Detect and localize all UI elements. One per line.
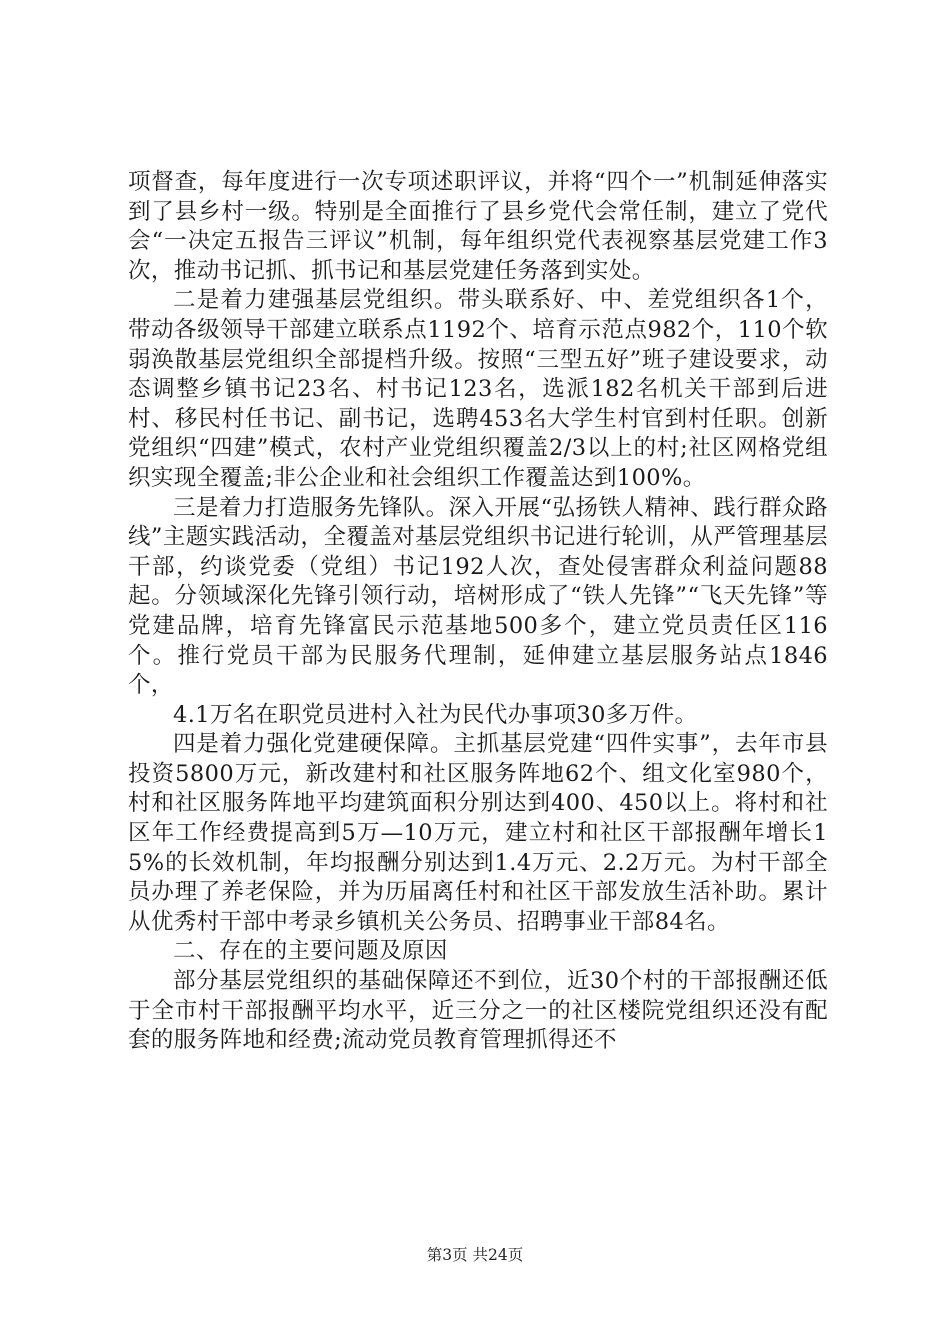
- paragraph-3: 三是着力打造服务先锋队。深入开展“弘扬铁人精神、践行群众路线”主题实践活动，全覆盖对基层党组织书记进行轮训，从严管理基层干部，约谈党委（党组）书记192人次，查处侵害群众利益问题88起。分领域深化先锋引领行动，培树形成了“铁人先锋”“飞天先锋”等党建品牌，培育先锋富民示范基地500多个，建立党员责任区116个。推行党员干部为民服务代理制，延伸建立基层服务站点1846个，: [128, 494, 828, 699]
- paragraph-4: 4.1万名在职党员进村入社为民代办事项30多万件。: [173, 701, 698, 728]
- page-number-footer: 第3页 共24页: [426, 1246, 524, 1264]
- section-heading: 二、存在的主要问题及原因: [173, 938, 448, 965]
- paragraph-6: 部分基层党组织的基础保障还不到位，近30个村的干部报酬还低于全市村干部报酬平均水平，近三分之一的社区楼院党组织还没有配套的服务阵地和经费;流动党员教育管理抓得还不: [128, 968, 828, 1054]
- paragraph-1: 项督查，每年度进行一次专项述职评议，并将“四个一”机制延伸落实到了县乡村一级。特别是全面推行了县乡党代会常任制，建立了党代会“一决定五报告三评议”机制，每年组织党代表视察基层党建工作3次，推动书记抓、抓书记和基层党建任务落到实处。: [128, 169, 828, 284]
- paragraph-2: 二是着力建强基层党组织。带头联系好、中、差党组织各1个，带动各级领导干部建立联系点1192个、培育示范点982个，110个软弱涣散基层党组织全部提档升级。按照“三型五好”班子建设要求，动态调整乡镇书记23名、村书记123名，选派182名机关干部到后进村、移民村任书记、副书记，选聘453名大学生村官到村任职。创新党组织“四建”模式，农村产业党组织覆盖2/3以上的村;社区网格党组织实现全覆盖;非公企业和社会组织工作覆盖达到100%。: [128, 287, 828, 491]
- paragraph-5: 四是着力强化党建硬保障。主抓基层党建“四件实事”，去年市县投资5800万元，新改建村和社区服务阵地62个、组文化室980个，村和社区服务阵地平均建筑面积分别达到400、450以上。将村和社区年工作经费提高到5万—10万元，建立村和社区干部报酬年增长15%的长效机制，年均报酬分别达到1.4万元、2.2万元。为村干部全员办理了养老保险，并为历届离任村和社区干部发放生活补助。累计从优秀村干部中考录乡镇机关公务员、招聘事业干部84名。: [128, 731, 828, 935]
- document-body: [128, 168, 828, 1056]
